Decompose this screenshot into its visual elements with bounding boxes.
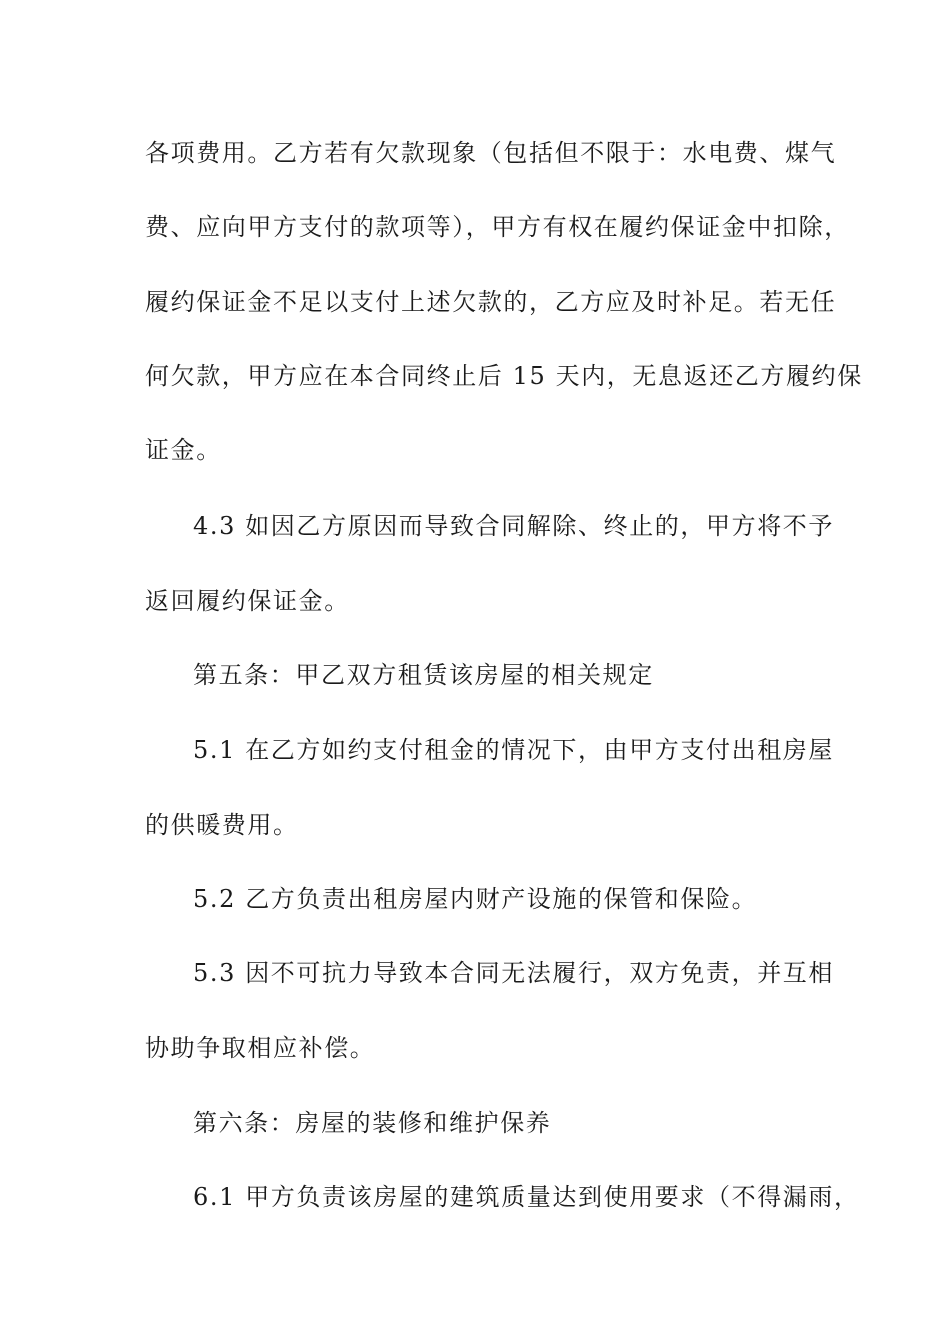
clause-5-3: 5.3 因不可抗力导致本合同无法履行，双方免责，并互相 [193, 959, 834, 987]
text-line: 履约保证金不足以支付上述欠款的，乙方应及时补足。若无任 [145, 288, 837, 316]
text-line: 的供暖费用。 [145, 811, 299, 839]
text-line: 费、应向甲方支付的款项等），甲方有权在履约保证金中扣除， [145, 213, 850, 241]
article-5-heading: 第五条：甲乙双方租赁该房屋的相关规定 [193, 661, 654, 689]
text-line: 证金。 [145, 436, 222, 464]
text-line: 协助争取相应补偿。 [145, 1034, 376, 1062]
article-6-heading: 第六条：房屋的装修和维护保养 [193, 1109, 552, 1137]
text-line: 返回履约保证金。 [145, 587, 350, 615]
text-line: 各项费用。乙方若有欠款现象（包括但不限于：水电费、煤气 [145, 139, 837, 167]
clause-4-3: 4.3 如因乙方原因而导致合同解除、终止的，甲方将不予 [193, 512, 834, 540]
clause-6-1: 6.1 甲方负责该房屋的建筑质量达到使用要求（不得漏雨， [193, 1183, 860, 1211]
clause-5-1: 5.1 在乙方如约支付租金的情况下，由甲方支付出租房屋 [193, 736, 834, 764]
text-line: 何欠款，甲方应在本合同终止后 15 天内，无息返还乙方履约保 [145, 362, 863, 390]
clause-5-2: 5.2 乙方负责出租房屋内财产设施的保管和保险。 [193, 885, 758, 913]
